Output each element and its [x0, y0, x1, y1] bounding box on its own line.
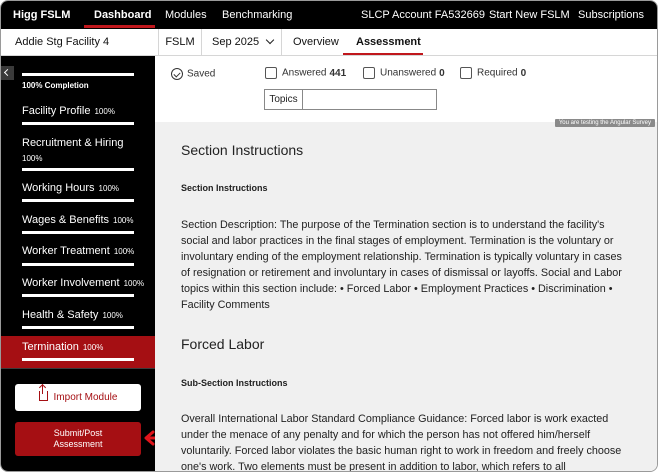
submit-label-line1: Submit/Post: [53, 428, 103, 438]
section-title: Section Instructions: [181, 142, 304, 158]
tab-active-indicator: [343, 53, 423, 55]
sidebar-item-label: Worker Involvement: [22, 277, 120, 289]
sidebar-item-label: Worker Treatment: [22, 245, 110, 257]
facility-name: Addie Stg Facility 4: [1, 29, 159, 55]
chevron-down-icon: [266, 36, 274, 44]
sidebar-item-label: Health & Safety: [22, 309, 99, 321]
progress-bar: [22, 122, 134, 125]
completion-bar: [22, 73, 134, 76]
progress-bar: [22, 263, 134, 266]
filter-required[interactable]: [460, 67, 526, 79]
unanswered-checkbox[interactable]: [363, 67, 375, 79]
saved-status: [171, 68, 215, 80]
sidebar-item-working-hours[interactable]: [22, 182, 119, 194]
sidebar-item-termination[interactable]: [1, 336, 155, 368]
saved-label: Saved: [187, 68, 216, 80]
nav-modules[interactable]: Modules: [165, 9, 207, 21]
sidebar-item-pct: 100%: [113, 216, 134, 225]
forced-labor-title: Forced Labor: [181, 336, 265, 352]
completion-label: 100% Completion: [22, 81, 89, 90]
required-count: 0: [520, 67, 527, 79]
sidebar-item-wages-benefits[interactable]: [22, 214, 134, 226]
assessment-toolbar: [155, 56, 658, 122]
nav-benchmarking[interactable]: Benchmarking: [222, 9, 293, 21]
sidebar-item-label: Termination: [22, 341, 79, 353]
nav-subscriptions[interactable]: Subscriptions: [578, 9, 645, 21]
sub-header: [1, 29, 658, 56]
topics-filter[interactable]: [264, 89, 437, 110]
required-checkbox[interactable]: [460, 67, 472, 79]
tab-overview[interactable]: Overview: [293, 36, 339, 48]
sidebar-item-label: Wages & Benefits: [22, 214, 110, 226]
sidebar-item-label: Recruitment & Hiring: [22, 137, 124, 149]
sidebar-item-pct: 100%: [102, 311, 123, 320]
unanswered-label: Unanswered: [380, 67, 437, 79]
progress-bar: [22, 199, 134, 202]
answered-checkbox[interactable]: [265, 67, 277, 79]
collapse-sidebar-button[interactable]: [1, 66, 14, 80]
period-value: Sep 2025: [212, 36, 260, 48]
sidebar-item-pct: 100%: [94, 107, 115, 116]
assessment-content: [155, 122, 658, 472]
sidebar: [1, 56, 155, 472]
progress-bar: [22, 326, 134, 329]
top-nav: [1, 1, 658, 29]
progress-bar: [22, 231, 134, 234]
filter-unanswered[interactable]: [363, 67, 445, 79]
sidebar-item-label: Facility Profile: [22, 105, 91, 117]
import-module-label: Import Module: [53, 392, 118, 403]
sidebar-item-text: [22, 341, 103, 353]
nav-dashboard[interactable]: Dashboard: [94, 9, 152, 21]
section-description: Section Description: The purpose of the Termination section is to understand the facility's social and labor practices in the final stages of employment. Termination is the voluntary or involuntary ending of the employment relationship. Termination is typically voluntary in cases of resignation or retirement and involuntary in cases of dismissal or layoffs. Social and Labor topics within this section include: • Forced Labor • Employment Practices • Discrimination • Facility Comments: [181, 219, 622, 311]
sidebar-item-worker-involvement[interactable]: [22, 277, 144, 289]
forced-labor-subtitle: Sub-Section Instructions: [181, 378, 288, 388]
chevron-left-icon: [4, 69, 11, 76]
nav-account[interactable]: SLCP Account FA532669: [361, 9, 485, 21]
sidebar-item-recruitment-hiring[interactable]: [22, 137, 123, 163]
sidebar-item-pct: 100%: [22, 154, 43, 163]
sidebar-divider: [1, 368, 155, 369]
testing-badge: You are testing the Angular Survey: [555, 119, 655, 127]
nav-active-indicator: [84, 25, 155, 28]
sidebar-item-health-safety[interactable]: [22, 309, 123, 321]
nav-start-new[interactable]: Start New FSLM: [489, 9, 570, 21]
progress-bar: [22, 294, 134, 297]
forced-labor-description: Overall International Labor Standard Compliance Guidance: Forced labor is work exacted under the menace of any penalty and for which the person has not offered him/herself voluntarily. Forced labor violates the basic human right to work in freedom and freely choose one's work. Two elements must be present in addition to labor, which refers to all: [181, 413, 622, 472]
sidebar-item-pct: 100%: [113, 247, 135, 256]
topics-label: Topics: [265, 90, 303, 109]
sidebar-item-pct: 100%: [123, 279, 145, 288]
submit-label-line2: Assessment: [53, 439, 103, 449]
answered-label: Answered: [282, 67, 327, 79]
sidebar-item-pct: 100%: [82, 343, 104, 352]
submit-post-assessment-button[interactable]: [15, 422, 141, 456]
module-name: FSLM: [159, 29, 202, 55]
period-select[interactable]: [202, 29, 282, 55]
sidebar-item-label: Working Hours: [22, 182, 95, 194]
import-module-button[interactable]: [15, 384, 141, 411]
brand-logo[interactable]: Higg FSLM: [13, 9, 71, 21]
check-circle-icon: [171, 68, 183, 80]
upload-icon: [39, 391, 48, 401]
unanswered-count: 0: [439, 67, 445, 79]
sidebar-item-facility-profile[interactable]: [22, 105, 115, 117]
sidebar-item-worker-treatment[interactable]: [22, 245, 134, 257]
answered-count: 441: [329, 67, 347, 79]
required-label: Required: [477, 67, 518, 79]
sidebar-item-pct: 100%: [98, 184, 120, 193]
section-subtitle: Section Instructions: [181, 183, 268, 193]
progress-bar: [22, 358, 134, 361]
progress-bar: [22, 168, 134, 171]
tab-assessment[interactable]: Assessment: [356, 36, 421, 48]
filter-answered[interactable]: [265, 67, 346, 79]
